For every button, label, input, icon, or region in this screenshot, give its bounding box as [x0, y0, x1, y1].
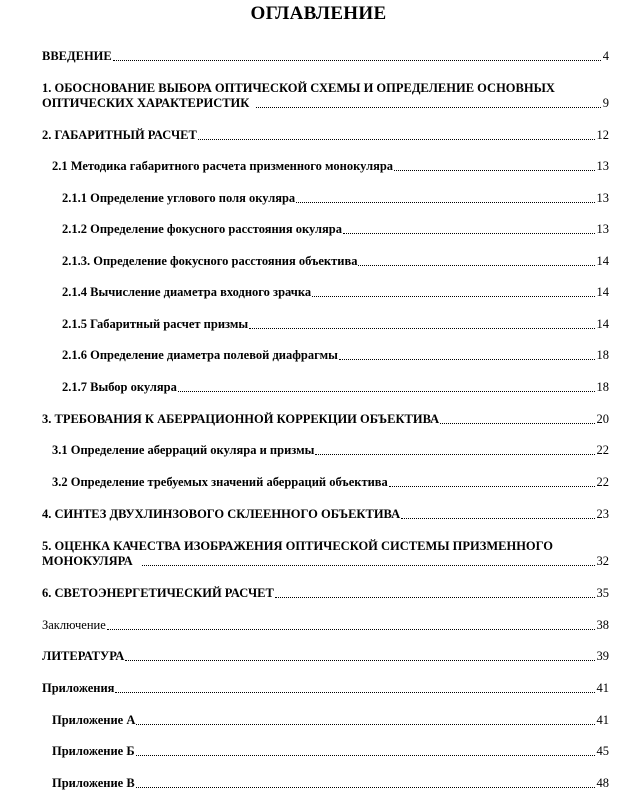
toc-entry-section-5: [42, 539, 609, 569]
toc-entry-label: 2.1.1 Определение углового поля окуляра: [62, 191, 296, 205]
toc-entry-page: 35: [596, 586, 609, 600]
toc-entry-2-1-7: [62, 380, 609, 395]
toc-entry-page: 14: [596, 285, 609, 299]
toc-entry-2-1-4: [62, 285, 609, 300]
toc-entry-page: 41: [596, 681, 609, 695]
toc-entry-page: 45: [596, 744, 609, 758]
leader-dots: [394, 170, 594, 171]
leader-dots: [107, 629, 595, 630]
toc-entry-label: 2.1.7 Выбор окуляра: [62, 380, 177, 394]
toc-entry-section-2: [42, 128, 609, 143]
toc-entry-label: Приложения: [42, 681, 115, 695]
toc-entry-section-6: [42, 586, 609, 601]
toc-entry-label: 2.1 Методика габаритного расчета призменного монокуляра: [52, 159, 394, 173]
leader-dots: [136, 787, 595, 788]
leader-dots: [275, 597, 595, 598]
toc-entry-page: 14: [596, 254, 609, 268]
leader-dots: [401, 518, 594, 519]
toc-entry-page: 13: [596, 191, 609, 205]
toc-entry-2-1-1: [62, 191, 609, 206]
toc-entry-label: ВВЕДЕНИЕ: [42, 49, 112, 63]
toc-entry-2-1-6: [62, 348, 609, 363]
toc-entry-3-2: [52, 475, 609, 490]
leader-dots: [256, 107, 601, 108]
toc-entry-label: Приложение Б: [52, 744, 135, 758]
leader-dots: [358, 265, 594, 266]
leader-dots: [142, 565, 595, 566]
toc-entry-page: 12: [596, 128, 609, 142]
toc-entry-appendix-b: [52, 744, 609, 759]
toc-entry-appendix-v: [52, 776, 609, 791]
toc-entry-label: Приложение В: [52, 776, 135, 790]
leader-dots: [115, 692, 594, 693]
toc-entry-3-1: [52, 443, 609, 458]
toc-entry-page: 38: [596, 618, 609, 632]
leader-dots: [178, 391, 595, 392]
toc-entry-label: 2.1.2 Определение фокусного расстояния окуляра: [62, 222, 342, 236]
toc-entry-appendices: [42, 681, 609, 696]
toc-entry-label: Заключение: [42, 618, 106, 632]
leader-dots: [440, 423, 594, 424]
leader-dots: [315, 454, 594, 455]
toc-entry-page: 32: [596, 554, 609, 568]
leader-dots: [343, 233, 595, 234]
toc-entry-page: 14: [596, 317, 609, 331]
leader-dots: [136, 755, 595, 756]
toc-entry-page: 18: [596, 348, 609, 362]
toc-entry-page: 23: [596, 507, 609, 521]
toc-entry-conclusion: [42, 618, 609, 633]
toc-entry-label: 1. ОБОСНОВАНИЕ ВЫБОРА ОПТИЧЕСКОЙ СХЕМЫ И ОПРЕДЕЛЕНИЕ ОСНОВНЫХ ОПТИЧЕСКИХ ХАРАКТЕРИСТИК: [42, 81, 555, 110]
toc-entry-label: 3.2 Определение требуемых значений аберраций объектива: [52, 475, 388, 489]
toc-entry-page: 13: [596, 222, 609, 236]
toc-entry-label: Приложение А: [52, 713, 136, 727]
toc-entry-label: 2.1.4 Вычисление диаметра входного зрачка: [62, 285, 312, 299]
toc-entry-label: 6. СВЕТОЭНЕРГЕТИЧЕСКИЙ РАСЧЕТ: [42, 586, 274, 600]
leader-dots: [198, 139, 595, 140]
leader-dots: [389, 486, 595, 487]
toc-entry-page: 9: [602, 96, 609, 110]
toc-entry-appendix-a: [52, 713, 609, 728]
toc-entry-label: 2.1.6 Определение диаметра полевой диафрагмы: [62, 348, 338, 362]
leader-dots: [113, 60, 601, 61]
leader-dots: [296, 202, 594, 203]
leader-dots: [249, 328, 594, 329]
toc-entry-section-1: [42, 81, 609, 111]
toc-entry-page: 22: [596, 443, 609, 457]
toc-entry-label: 2.1.3. Определение фокусного расстояния объектива: [62, 254, 358, 268]
toc-entry-label: 3. ТРЕБОВАНИЯ К АБЕРРАЦИОННОЙ КОРРЕКЦИИ ОБЪЕКТИВА: [42, 412, 440, 426]
toc-entry-label: 4. СИНТЕЗ ДВУХЛИНЗОВОГО СКЛЕЕННОГО ОБЪЕКТИВА: [42, 507, 401, 521]
toc-entry-label: 5. ОЦЕНКА КАЧЕСТВА ИЗОБРАЖЕНИЯ ОПТИЧЕСКОЙ СИСТЕМЫ ПРИЗМЕННОГО МОНОКУЛЯРА: [42, 539, 554, 568]
toc-entry-label: 2.1.5 Габаритный расчет призмы: [62, 317, 249, 331]
leader-dots: [136, 724, 594, 725]
toc-entry-page: 48: [596, 776, 609, 790]
toc-entry-introduction: [42, 49, 609, 64]
toc-entry-page: 22: [596, 475, 609, 489]
toc-entry-page: 39: [596, 649, 609, 663]
toc-entry-page: 4: [602, 49, 609, 63]
leader-dots: [125, 660, 594, 661]
toc-entry-page: 13: [596, 159, 609, 173]
leader-dots: [339, 359, 595, 360]
toc-entry-section-3: [42, 412, 609, 427]
toc-entry-2-1-5: [62, 317, 609, 332]
toc-entry-label: ЛИТЕРАТУРА: [42, 649, 125, 663]
toc-entry-page: 41: [596, 713, 609, 727]
page-title: ОГЛАВЛЕНИЕ: [250, 3, 387, 24]
toc-entry-label: 3.1 Определение аберраций окуляра и призмы: [52, 443, 315, 457]
leader-dots: [312, 296, 594, 297]
toc-entry-2-1: [52, 159, 609, 174]
toc-entry-section-4: [42, 507, 609, 522]
toc-entry-page: 18: [596, 380, 609, 394]
toc-entry-label: 2. ГАБАРИТНЫЙ РАСЧЕТ: [42, 128, 197, 142]
toc-entry-2-1-2: [62, 222, 609, 237]
toc-entry-2-1-3: [62, 254, 609, 269]
toc-entry-literature: [42, 649, 609, 664]
toc-entry-page: 20: [596, 412, 609, 426]
